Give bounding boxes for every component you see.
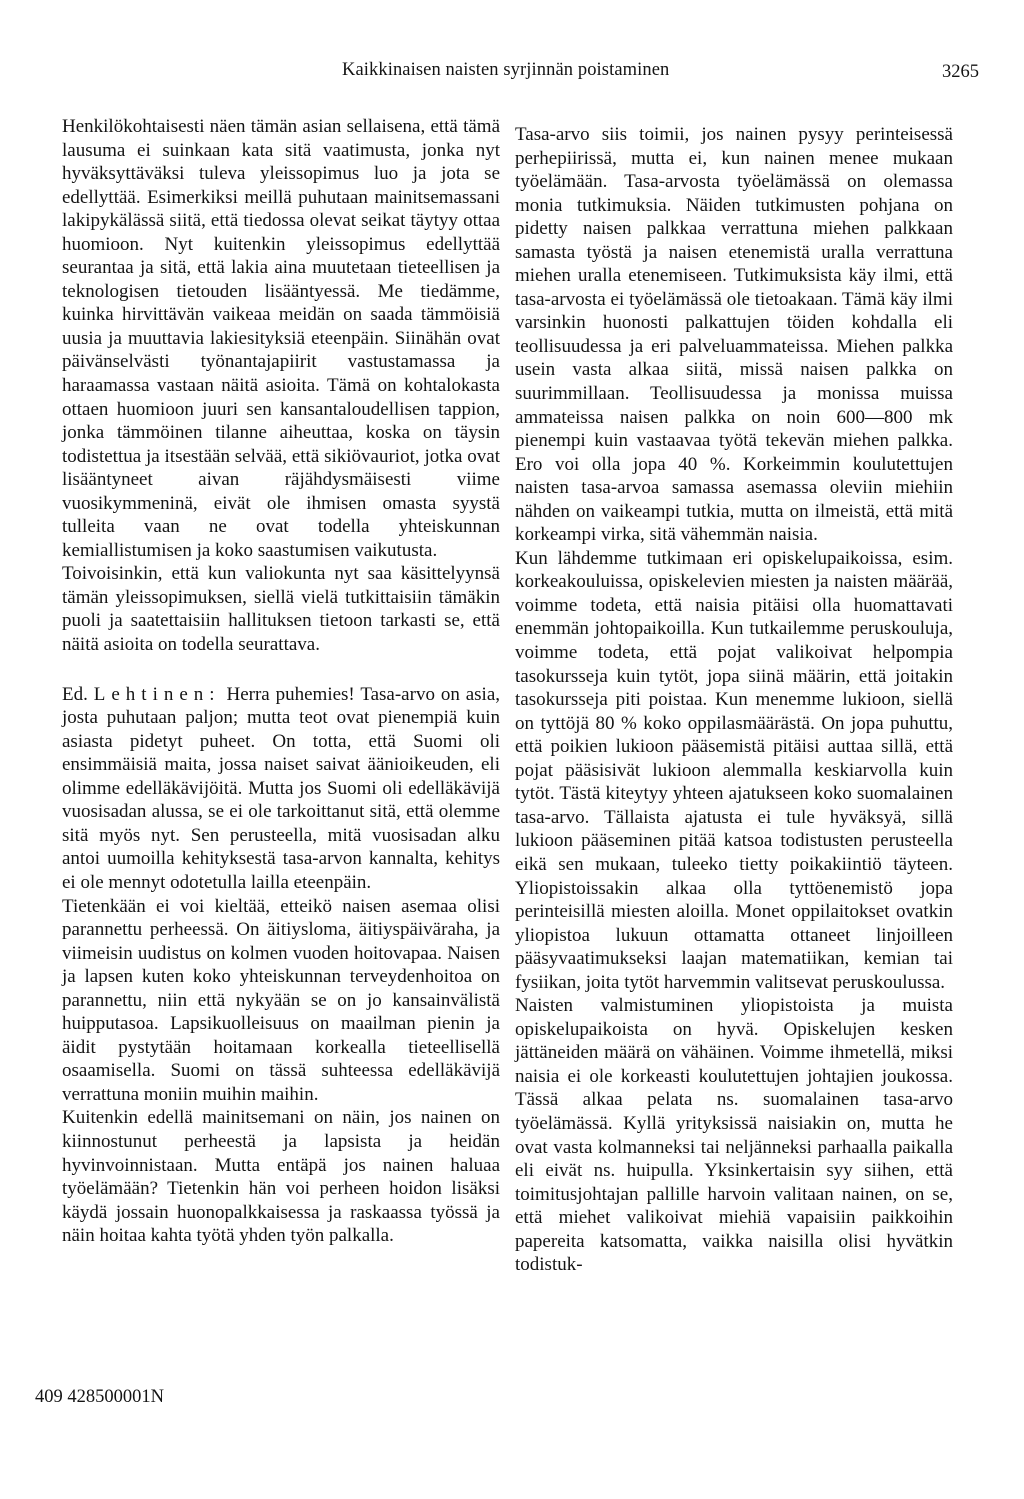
running-title: Kaikkinaisen naisten syrjinnän poistaminen [342, 60, 670, 80]
paragraph: Tasa-arvo siis toimii, jos nainen pysyy perinteisessä perhepiirissä, mutta ei, kun nainen menee mukaan työelämään. Tasa-arvosta työelämässä on olemassa monia tutkimuksia. Näiden tutkimusten pohjana on pidetty naisen palkkaa verrattuna miehen palkkaan samasta työstä ja naisen etenemistä uralla verrattuna miehen uralla etenemiseen. Tutkimuksista käy ilmi, että tasa-arvosta ei työelämässä ole tietoakaan. Tämä käy ilmi varsinkin huonosti palkattujen töiden kohdalla eli teollisuudessa ja eri palveluammateissa. Miehen palkka usein vasta alkaa siitä, missä naisen palkka on suurimmillaan. Teollisuudessa ja monissa muissa ammateissa naisen palkka on noin 600—800 mk pienempi kuin vastaavaa työtä tekevän miehen palkka. Ero voi olla jopa 40 %. Korkeimmin koulutettujen naisten tasa-arvoa samassa asemassa oleviin miehiin nähden on vaikeampi tutkia, mutta on ilmeistä, että mitä korkeampi virka, sitä vähemmän naisia. [515, 124, 953, 546]
right-column [515, 123, 953, 1277]
paragraph: Henkilökohtaisesti näen tämän asian sellaisena, että tämä lausuma ei suinkaan kata sitä vaatimusta, jonka nyt hyväksyttäväksi tuleva yleissopimus luo ja jota se edellyttää. Esimerkiksi meillä puhutaan mainitsemassani lakipykälässä siitä, että tiedossa olevat seikat täytyy ottaa huomioon. Nyt kuitenkin yleissopimus edellyttää seurantaa ja sitä, että lakia aina muutetaan tieteellisen ja teknologisen tietouden lisääntyessä. Me tiedämme, kuinka hirvittävän vaikeaa meidän on saada tämmöisiä uusia ja muuttavia lakiesityksiä eteenpäin. Siinähän ovat päivänselvästi työnantajapiirit vastustamassa ja haraamassa vastaan näitä asioita. Tämä on kohtalokasta ottaen huomioon juuri sen kansantaloudellisen tappion, jonka tämmöinen tilanne aiheuttaa, koska on täysin todistettua ja itsestään selvää, että sikiövauriot, jotka ovat lisääntyneet aivan räjähdysmäisesti viime vuosikymmeninä, eivät ole ihmisen omasta syystä tulleita vaan ne ovat todella yhteiskunnan kemiallistumisen ja koko saastumisen vaikutusta. [62, 116, 500, 561]
speaker-name: Lehtinen: [93, 683, 221, 705]
left-column [62, 115, 500, 1248]
speaker-prefix: Ed. [62, 683, 88, 705]
paragraph: Kun lähdemme tutkimaan eri opiskelupaikoissa, esim. korkeakouluissa, opiskelevien miesten ja naisten määrää, voimme todeta, että naisia pitäisi olla huomattavati enemmän johtopaikoilla. Kun tutkailemme peruskouluja, voimme todeta, että pojat valikoivat helpompia tasokursseja kuin tytöt, jopa siinä määrin, että joitakin tasokursseja piti poistaa. Kun menemme lukioon, siellä on tyttöjä 80 % koko oppilasmäärästä. On jopa puhuttu, että poikien lukioon pääsemistä pitäisi auttaa sillä, että pojat pääsisivät lukioon alemmalla keskiarvolla kuin tytöt. Tästä kiteytyy yhteen ajatukseen koko suomalainen tasa-arvo. Tällaista ajatusta ei tule hyväksyä, sillä lukioon pääseminen pitää katsoa todistusten perusteella eikä sen mukaan, tuleeko tietty poikakiintiö täyteen. Yliopistoissakin alkaa olla tyttöenemistö jopa perinteisillä miesten aloilla. Monet oppilaitokset ovatkin yliopistoa lukuun ottamatta ottaneet linjoilleen pääsyvaatimukseksi laajan matematiikan, kemian tai fysiikan, joita tytöt harvemmin valitsevat peruskoulussa. [515, 547, 953, 993]
paragraph: Naisten valmistuminen yliopistoista ja muista opiskelupaikoista on hyvä. Opiskelujen kesken jättäneiden määrä on vähäinen. Voimme ihmetellä, miksi naisia ei ole korkeasti koulutettujen johtajien joukossa. Tässä alkaa pelata ns. suomalainen tasa-arvo työelämässä. Kyllä yrityksissä naisiakin on, mutta he ovat vasta kolmanneksi tai neljänneksi parhaalla paikalla eli eivät ns. huipulla. Yksinkertaisin syy siihen, että toimitusjohtajan pallille harvoin valitaan nainen, on se, että miehet valikoivat miehiä vapaisiin paikkoihin papereita katsomatta, vaikka naisilla olisi hyvätkin todistuk- [515, 995, 953, 1276]
page-header [0, 56, 1024, 86]
paragraph: Tietenkään ei voi kieltää, etteikö naisen asemaa olisi parannettu perheessä. On äitiysloma, äitiyspäiväraha, ja viimeisin uudistus on kolmen vuoden hoitovapaa. Naisen ja lapsen kuten koko yhteiskunnan terveydenhoitoa on parannettu, niin että nykyään se on jo kansainvälistä huipputasoa. Lapsikuolleisuus on maailman pienin ja äidit pystytään hoitamaan korkealla tieteellisellä osaamisella. Suomi on tässä suhteessa edelläkävijä verrattuna moniin muihin maihin. [62, 895, 500, 1105]
paragraph: Kuitenkin edellä mainitsemani on näin, jos nainen on kiinnostunut perheestä ja lapsista ja heidän hyvinvoinnistaan. Mutta entäpä jos nainen haluaa työelämään? Tietenkin hän voi perheen hoidon lisäksi käydä jossain huonopalkkaisessa ja raskaassa työssä ja näin hoitaa kahta työtä yhden työn palkalla. [62, 1107, 500, 1247]
document-code: 409 428500001N [35, 1387, 164, 1407]
speech-paragraph [62, 683, 500, 895]
paragraph: Toivoisinkin, että kun valiokunta nyt saa käsittelyynsä tämän yleissopimuksen, siellä vielä tutkittaisiin tämäkin puoli ja saatettaisiin hallituksen tietoon tarkasti se, että näitä asioita on todella seurattava. [62, 563, 500, 656]
page-number: 3265 [942, 62, 979, 82]
speech-text: Herra puhemies! Tasa-arvo on asia, josta puhutaan paljon; mutta teot ovat pienempiä kuin asiasta pidetyt puheet. On totta, että Suomi oli ensimmäisiä maita, jossa naiset saivat äänioikeuden, eli olimme edelläkävijöitä. Mutta jos Suomi oli edelläkävijä vuosisadan alussa, se ei ole tarkoittanut sitä, että olemme sitä myös nyt. Sen perusteella, mitä vuosisadan alku antoi uumoilla kehityksestä tasa-arvon kannalta, kehitys ei ole mennyt odotetulla lailla eteenpäin. [62, 683, 501, 893]
